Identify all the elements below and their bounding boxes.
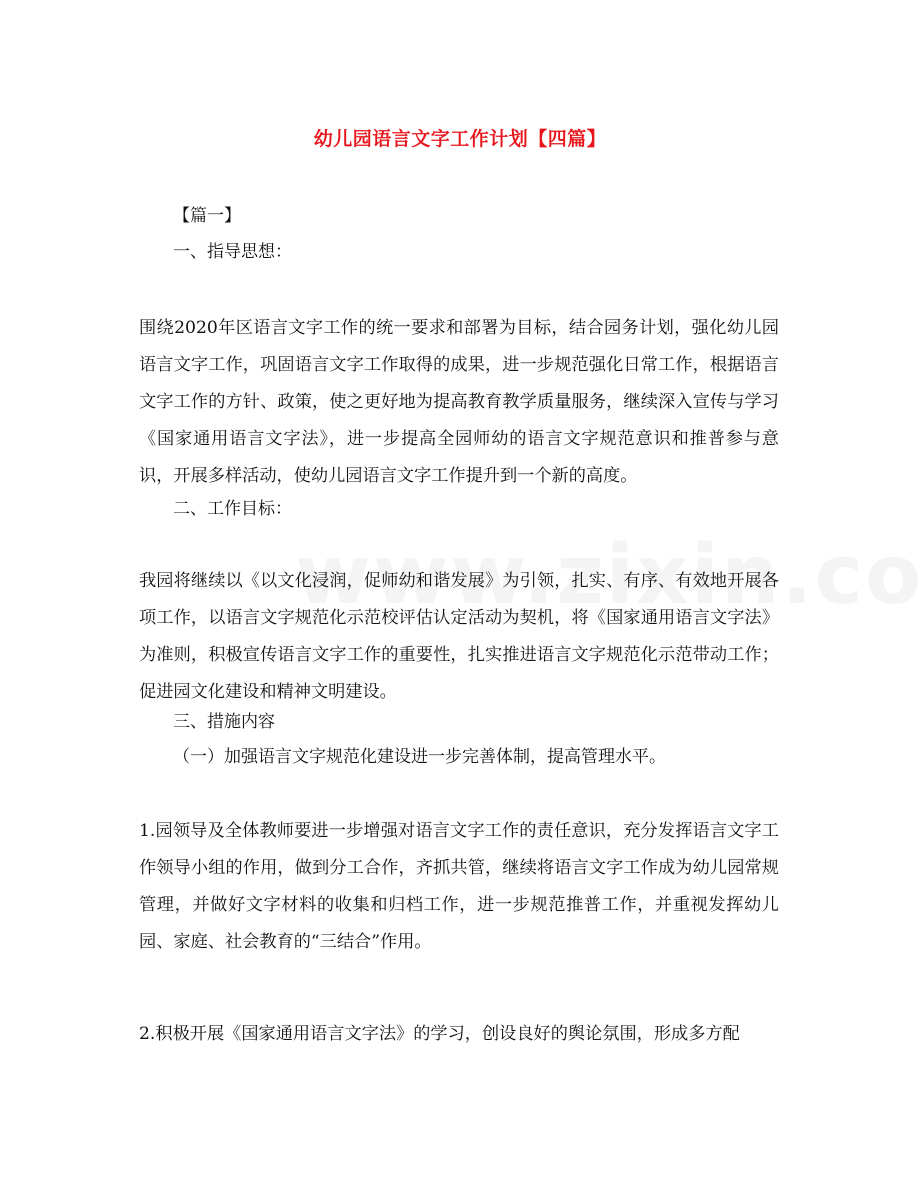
list-item-1: 1.园领导及全体教师要进一步增强对语言文字工作的责任意识，充分发挥语言文字工作领导小组的作用，做到分工合作，齐抓共管，继续将语言文字工作成为幼儿园常规管理，并做好文字材料的收集和归档工作，进一步规范推普工作，并重视发挥幼儿园、家庭、社会教育的“三结合”作用。: [139, 821, 779, 952]
section-2-heading: 二、工作目标：: [173, 499, 292, 519]
section-3-heading: 三、措施内容: [173, 712, 275, 732]
subsection-1-heading: （一）加强语言文字规范化建设进一步完善体制，提高管理水平。: [173, 747, 666, 767]
section-1-heading: 一、指导思想：: [173, 242, 292, 262]
paragraph-guiding-ideology: 围绕2020年区语言文字工作的统一要求和部署为目标，结合园务计划，强化幼儿园语言文字工作，巩固语言文字工作取得的成果，进一步规范强化日常工作，根据语言文字工作的方针、政策，使之更好地为提高教育教学质量服务，继续深入宣传与学习《国家通用语言文字法》，进一步提高全园师幼的语言文字规范意识和推普参与意识，开展多样活动，使幼儿园语言文字工作提升到一个新的高度。: [139, 318, 779, 486]
part-label: 【篇一】: [173, 206, 241, 226]
document-title: 幼儿园语言文字工作计划【四篇】: [313, 128, 607, 150]
list-item-2: 2.积极开展《国家通用语言文字法》的学习，创设良好的舆论氛围，形成多方配: [139, 1024, 740, 1044]
paragraph-work-goals: 我园将继续以《以文化浸润，促师幼和谐发展》为引领，扎实、有序、有效地开展各项工作，以语言文字规范化示范校评估认定活动为契机，将《国家通用语言文字法》为准则，积极宣传语言文字工作的重要性，扎实推进语言文字规范化示范带动工作；促进园文化建设和精神文明建设。: [139, 571, 779, 702]
